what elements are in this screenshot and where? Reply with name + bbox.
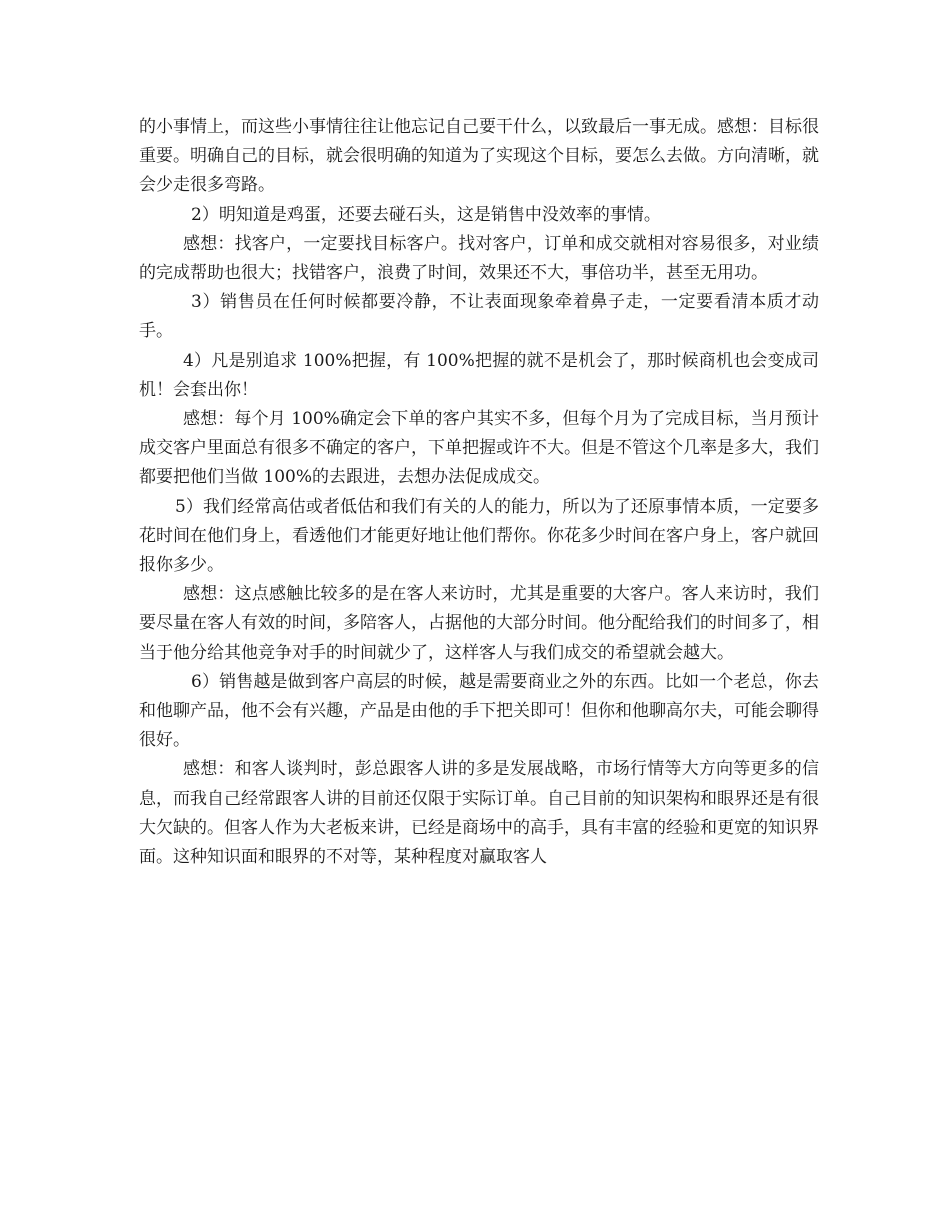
body-text <box>139 113 819 872</box>
paragraph-goal-reflection: 的小事情上，而这些小事情往往让他忘记自己要干什么，以致最后一事无成。感想：目标很重要。明确自己的目标，就会很明确的知道为了实现这个目标，要怎么去做。方向清晰，就会少走很多弯路。 <box>139 117 819 196</box>
paragraph-reflection-target-customer: 感想：找客户，一定要找目标客户。找对客户，订单和成交就相对容易很多，对业绩的完成帮助也很大；找错客户，浪费了时间，效果还不大，事倍功半，甚至无用功。 <box>139 233 819 284</box>
paragraph-reflection-certainty: 感想：每个月 100%确定会下单的客户其实不多，但每个月为了完成目标，当月预计成交客户里面总有很多不确定的客户，下单把握或许不大。但是不管这个几率是多大，我们都要把他们当做 100%的去跟进，去想办法促成成交。 <box>139 409 819 488</box>
paragraph-point-6: 6）销售越是做到客户高层的时候，越是需要商业之外的东西。比如一个老总，你去和他聊产品，他不会有兴趣，产品是由他的手下把关即可！但你和他聊高尔夫，可能会聊得很好。 <box>139 671 819 751</box>
paragraph-point-4: 4）凡是别追求 100%把握，有 100%把握的就不是机会了，那时候商机也会变成司机！会套出你！ <box>139 350 819 400</box>
paragraph-point-3: 3）销售员在任何时候都要冷静，不让表面现象牵着鼻子走，一定要看清本质才动手。 <box>139 292 819 342</box>
paragraph-reflection-client-visit: 感想：这点感触比较多的是在客人来访时，尤其是重要的大客户。客人来访时，我们要尽量在客人有效的时间，多陪客人，占据他的大部分时间。他分配给我们的时间多了，相当于他分给其他竞争对手的时间就少了，这样客人与我们成交的希望就会越大。 <box>139 584 819 663</box>
paragraph-point-5: 5）我们经常高估或者低估和我们有关的人的能力，所以为了还原事情本质，一定要多花时间在他们身上，看透他们才能更好地让他们帮你。你花多少时间在客户身上，客户就回报你多少。 <box>139 496 819 576</box>
paragraph-point-2: 2）明知道是鸡蛋，还要去碰石头，这是销售中没效率的事情。 <box>191 204 661 225</box>
paragraph-reflection-negotiation: 感想：和客人谈判时，彭总跟客人讲的多是发展战略，市场行情等大方向等更多的信息，而我自己经常跟客人讲的目前还仅限于实际订单。自己目前的知识架构和眼界还是有很大欠缺的。但客人作为大老板来讲，已经是商场中的高手，具有丰富的经验和更宽的知识界面。这种知识面和眼界的不对等，某种程度对赢取客人 <box>139 759 819 868</box>
